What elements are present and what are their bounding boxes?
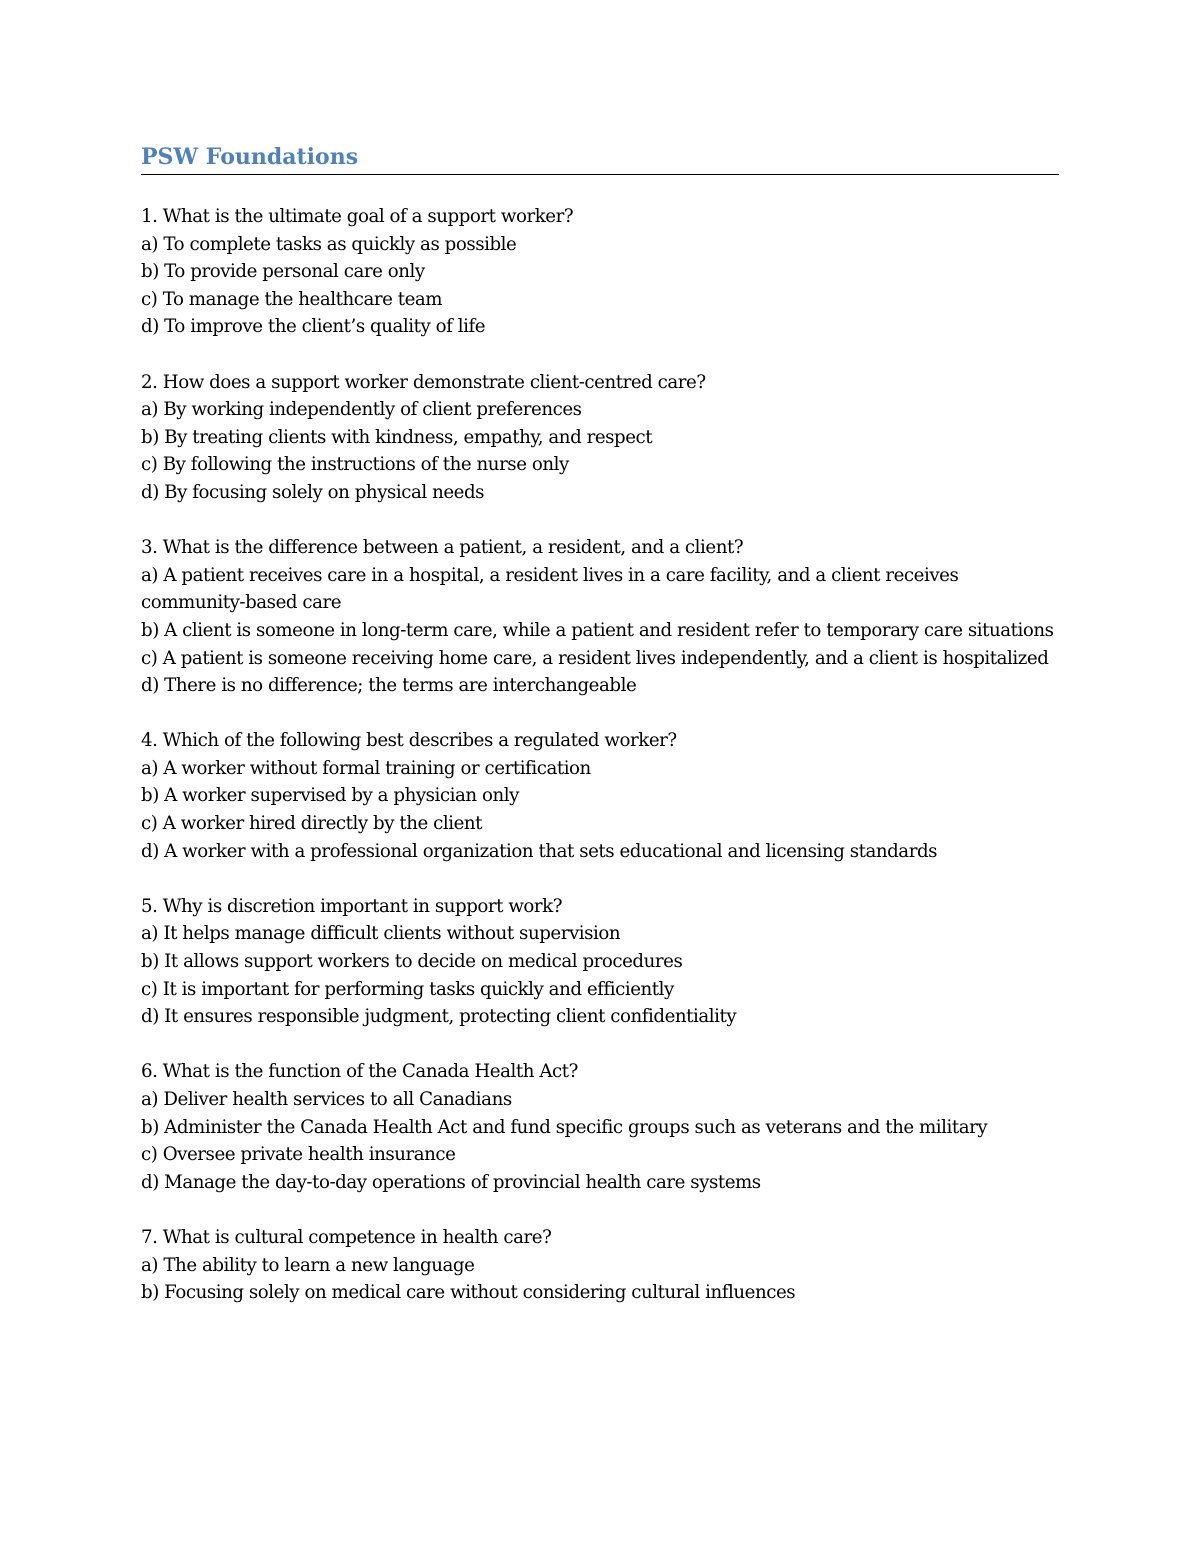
option-c: c) By following the instructions of the nurse only [141, 454, 569, 476]
question-stem: 1. What is the ultimate goal of a support worker? [141, 206, 574, 227]
option-a: a) A patient receives care in a hospital, a resident lives in a care facility, and a client receives community-based care [141, 564, 959, 614]
question-2 [141, 369, 1059, 507]
option-a: a) By working independently of client preferences [141, 399, 582, 421]
question-stem: 4. Which of the following best describes a regulated worker? [141, 730, 677, 752]
option-b: b) Administer the Canada Health Act and fund specific groups such as veterans and the military [141, 1116, 988, 1138]
question-stem: 5. Why is discretion important in support work? [141, 895, 563, 917]
question-1 [141, 203, 1059, 341]
option-b: b) A client is someone in long-term care, while a patient and resident refer to temporary care situations [141, 619, 1054, 641]
option-b: b) It allows support workers to decide on medical procedures [141, 951, 683, 973]
option-d: d) Manage the day-to-day operations of provincial health care systems [141, 1171, 761, 1193]
option-c: c) A patient is someone receiving home care, a resident lives independently, and a client is hospitalized [141, 647, 1049, 669]
option-d: d) By focusing solely on physical needs [141, 481, 485, 503]
question-stem: 7. What is cultural competence in health care? [141, 1226, 552, 1248]
option-d: d) It ensures responsible judgment, protecting client confidentiality [141, 1006, 737, 1028]
option-d: d) A worker with a professional organization that sets educational and licensing standards [141, 840, 938, 862]
option-b: b) Focusing solely on medical care without considering cultural influences [141, 1282, 796, 1304]
question-3 [141, 534, 1059, 700]
option-a: a) It helps manage difficult clients without supervision [141, 923, 621, 945]
option-d: d) To improve the client’s quality of life [141, 316, 486, 338]
question-6 [141, 1058, 1059, 1196]
question-4 [141, 727, 1059, 865]
title-underline [141, 174, 1059, 175]
question-stem: 2. How does a support worker demonstrate client-centred care? [141, 371, 706, 393]
question-5 [141, 893, 1059, 1031]
option-c: c) To manage the healthcare team [141, 288, 443, 310]
option-c: c) It is important for performing tasks quickly and efficiently [141, 978, 674, 1000]
option-a: a) Deliver health services to all Canadians [141, 1089, 512, 1110]
option-c: c) A worker hired directly by the client [141, 813, 483, 835]
question-stem: 6. What is the function of the Canada Health Act? [141, 1061, 578, 1083]
question-7 [141, 1224, 1059, 1307]
option-b: b) By treating clients with kindness, empathy, and respect [141, 426, 653, 448]
option-a: a) To complete tasks as quickly as possible [141, 233, 517, 255]
page-title: PSW Foundations [141, 144, 359, 170]
document-page [141, 142, 1059, 1334]
option-c: c) Oversee private health insurance [141, 1144, 456, 1166]
option-a: a) A worker without formal training or certification [141, 757, 591, 779]
option-d: d) There is no difference; the terms are interchangeable [141, 675, 637, 697]
question-stem: 3. What is the difference between a patient, a resident, and a client? [141, 537, 744, 559]
option-b: b) A worker supervised by a physician only [141, 785, 519, 807]
option-b: b) To provide personal care only [141, 261, 425, 283]
option-a: a) The ability to learn a new language [141, 1254, 475, 1276]
